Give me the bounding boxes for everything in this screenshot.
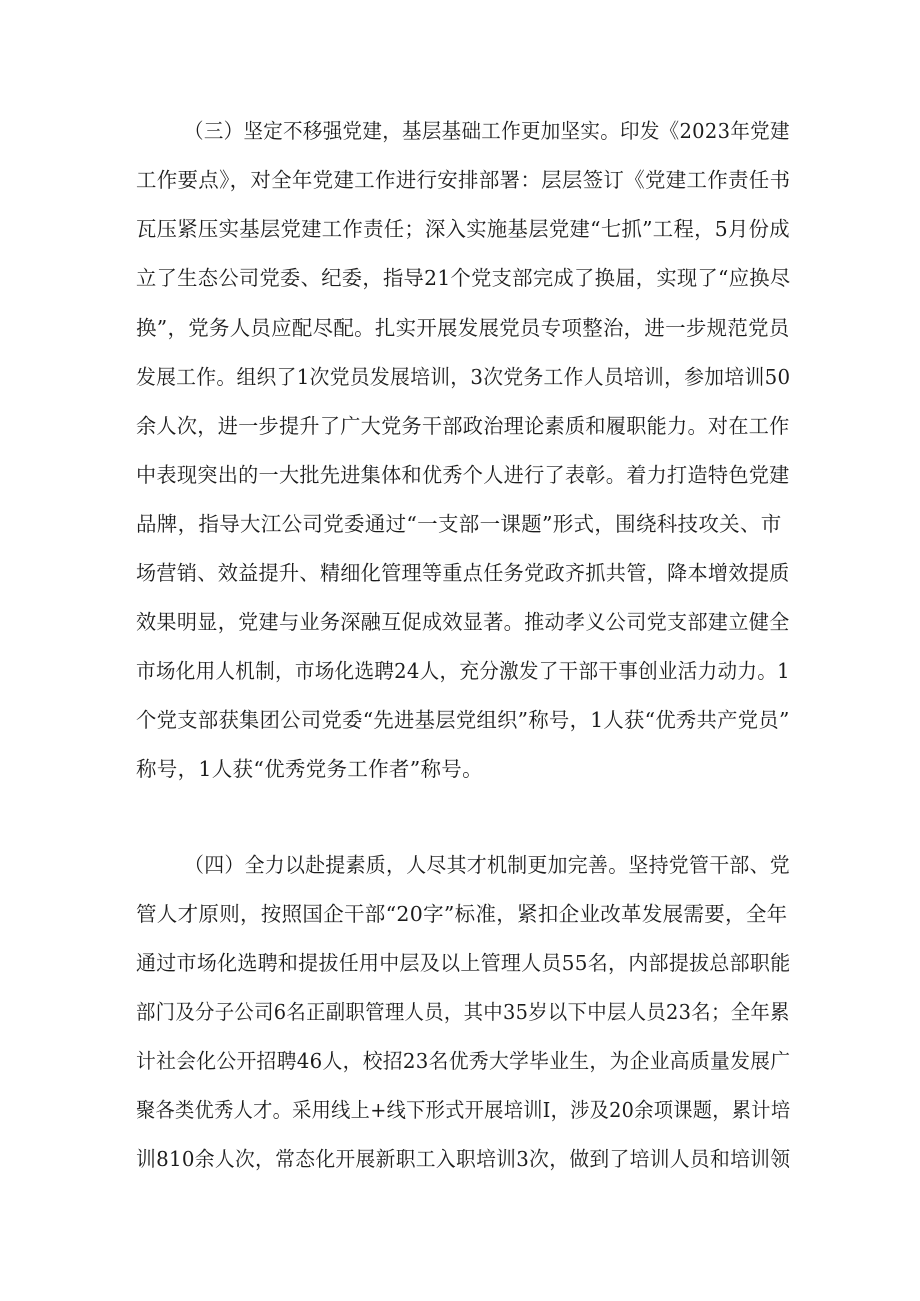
paragraph-line: 立了生态公司党委、纪委，指导21个党支部完成了换届，实现了“应换尽 [136,266,791,290]
paragraph-line: 个党支部获集团公司党委“先进基层党组织”称号，1人获“优秀共产党员” [136,708,790,732]
paragraph-line: 计社会化公开招聘46人，校招23名优秀大学毕业生，为企业高质量发展广 [136,1049,791,1073]
paragraph-line: （三）坚定不移强党建，基层基础工作更加坚实。印发《2023年党建 [184,119,790,143]
paragraph-line: 通过市场化选聘和提拔任用中层及以上管理人员55名，内部提拔总部职能 [136,951,791,975]
paragraph-line: 聚各类优秀人才。采用线上+线下形式开展培训I，涉及20余项课题，累计培 [136,1098,791,1122]
paragraph-line: 余人次，进一步提升了广大党务干部政治理论素质和履职能力。对在工作 [136,414,790,438]
paragraph-line: 中表现突出的一大批先进集体和优秀个人进行了表彰。着力打造特色党建 [136,463,790,487]
paragraph-line: 称号，1人获“优秀党务工作者”称号。 [136,757,483,781]
paragraph-line: 发展工作。组织了1次党员发展培训，3次党务工作人员培训，参加培训50 [136,365,791,389]
paragraph-line: 市场化用人机制，市场化选聘24人，充分激发了干部干事创业活力动力。1 [136,659,790,683]
paragraph-line: 效果明显，党建与业务深融互促成效显著。推动孝义公司党支部建立健全 [136,610,790,634]
paragraph-line: 瓦压紧压实基层党建工作责任；深入实施基层党建“七抓”工程，5月份成 [136,217,790,241]
paragraph-line: 场营销、效益提升、精细化管理等重点任务党政齐抓共管，降本增效提质 [136,561,790,585]
paragraph-line: 部门及分子公司6名正副职管理人员，其中35岁以下中层人员23名；全年累 [136,1000,790,1024]
paragraph-line: 管人才原则，按照国企干部“20字”标准，紧扣企业改革发展需要，全年 [136,902,788,926]
paragraph-line: （四）全力以赴提素质，人尽其才机制更加完善。坚持党管干部、党 [184,853,790,877]
paragraph-line: 品牌，指导大江公司党委通过“一支部一课题”形式，围绕科技攻关、市 [136,512,782,536]
paragraph-line: 换”，党务人员应配尽配。扎实开展发展党员专项整治，进一步规范党员 [136,316,790,340]
paragraph-line: 工作要点》，对全年党建工作进行安排部署：层层签订《党建工作责任书 [136,168,791,192]
paragraph-line: 训810余人次，常态化开展新职工入职培训3次，做到了培训人员和培训领 [136,1147,791,1171]
